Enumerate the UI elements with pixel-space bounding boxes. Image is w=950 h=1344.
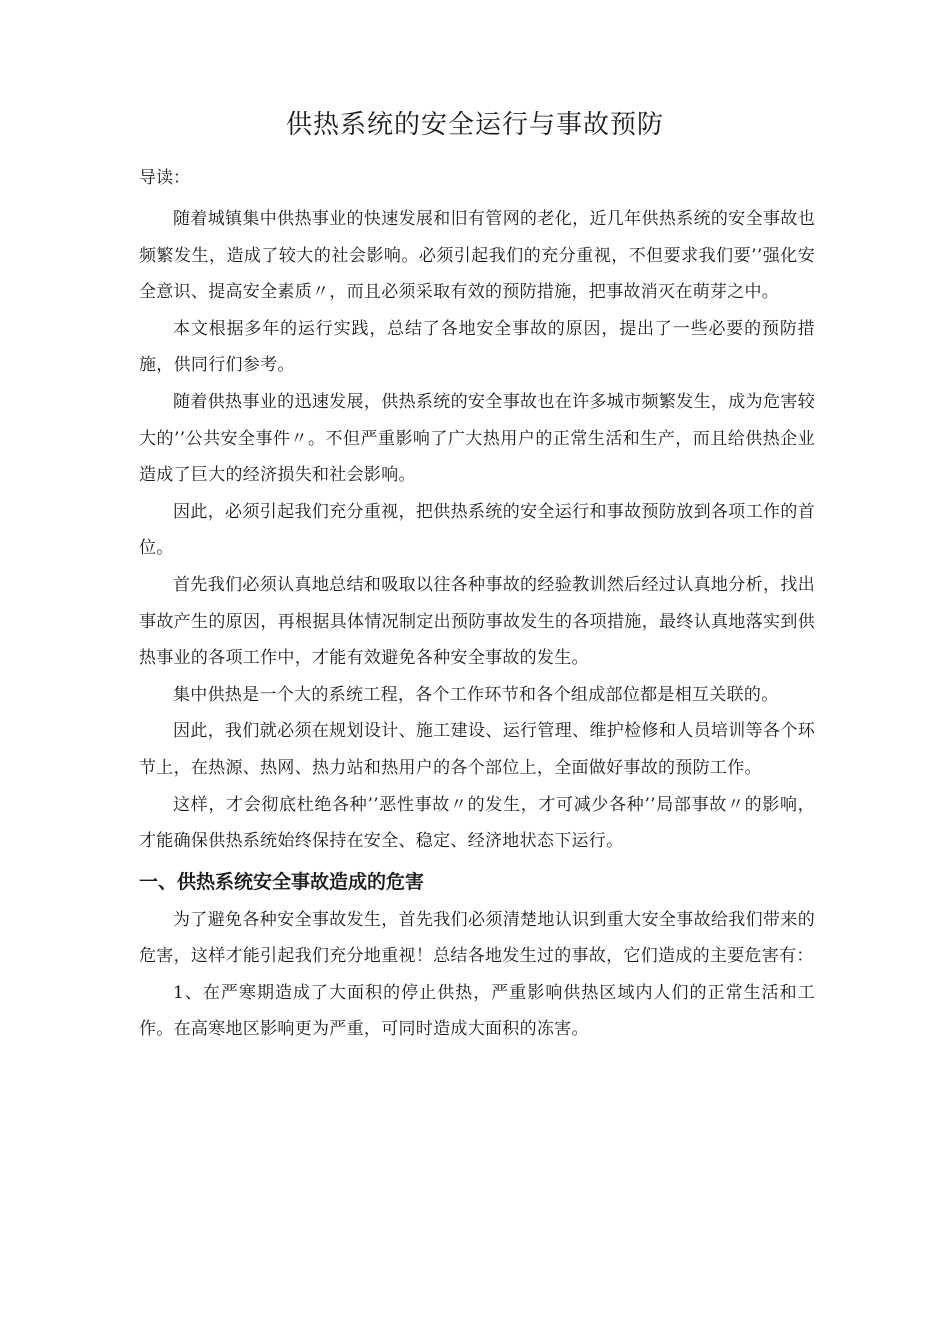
- paragraph-6: 集中供热是一个大的系统工程，各个工作环节和各个组成部位都是相互关联的。: [173, 684, 779, 705]
- section-heading-1: 一、供热系统安全事故造成的危害: [139, 870, 425, 893]
- paragraph-8: 这样，才会彻底杜绝各种’’恶性事故〃的发生，才可减少各种’’局部事故〃的影响，才能确保供热系统始终保持在安全、稳定、经济地状态下运行。: [139, 794, 815, 852]
- document-body: [139, 164, 815, 1048]
- paragraph-1: 随着城镇集中供热事业的快速发展和旧有管网的老化，近几年供热系统的安全事故也频繁发生，造成了较大的社会影响。必须引起我们的充分重视，不但要求我们要’’强化安全意识、提高安全素质〃，而且必须采取有效的预防措施，把事故消灭在萌芽之中。: [139, 209, 815, 303]
- section1-paragraph-2: 1、在严寒期造成了大面积的停止供热，严重影响供热区域内人们的正常生活和工作。在高寒地区影响更为严重，可同时造成大面积的冻害。: [139, 982, 815, 1040]
- document-title: 供热系统的安全运行与事故预防: [285, 110, 664, 140]
- paragraph-2: 本文根据多年的运行实践，总结了各地安全事故的原因，提出了一些必要的预防措施，供同行们参考。: [139, 318, 815, 376]
- lead-label: 导读：: [139, 168, 190, 188]
- paragraph-3: 随着供热事业的迅速发展，供热系统的安全事故也在许多城市频繁发生，成为危害较大的’’公共安全事件〃。不但严重影响了广大热用户的正常生活和生产，而且给供热企业造成了巨大的经济损失和社会影响。: [139, 391, 815, 486]
- paragraph-7: 因此，我们就必须在规划设计、施工建设、运行管理、维护检修和人员培训等各个环节上，在热源、热网、热力站和热用户的各个部位上，全面做好事故的预防工作。: [139, 721, 815, 778]
- paragraph-5: 首先我们必须认真地总结和吸取以往各种事故的经验教训然后经过认真地分析，找出事故产生的原因，再根据具体情况制定出预防事故发生的各项措施，最终认真地落实到供热事业的各项工作中，才能有效避免各种安全事故的发生。: [139, 574, 815, 669]
- section1-paragraph-1: 为了避免各种安全事故发生，首先我们必须清楚地认识到重大安全事故给我们带来的危害，这样才能引起我们充分地重视！总结各地发生过的事故，它们造成的主要危害有：: [139, 909, 815, 967]
- paragraph-4: 因此，必须引起我们充分重视，把供热系统的安全运行和事故预防放到各项工作的首位。: [139, 501, 815, 559]
